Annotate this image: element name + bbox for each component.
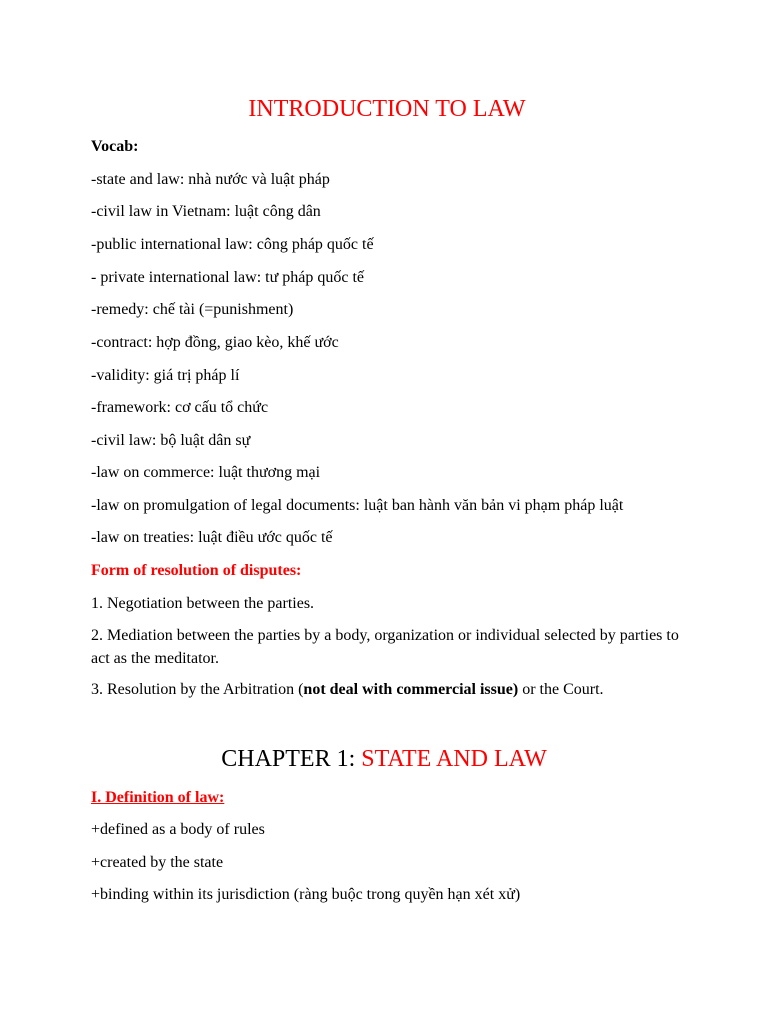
arbitration-note: not deal with commercial issue)	[303, 681, 519, 698]
vocab-item: -law on commerce: luật thương mại	[91, 464, 321, 481]
dispute-item-arbitration	[91, 680, 604, 700]
vocab-item: -law on promulgation of legal documents: luật ban hành văn bản vi phạm pháp luật	[91, 497, 624, 514]
vocab-item: -civil law in Vietnam: luật công dân	[91, 203, 321, 220]
vocab-item: -remedy: chế tài (=punishment)	[91, 301, 294, 318]
vocab-item: -public international law: công pháp quốc tế	[91, 236, 374, 253]
arbitration-suffix: or the Court.	[518, 681, 604, 698]
chapter-title: STATE AND LAW	[361, 746, 547, 772]
definition-heading: I. Definition of law:	[91, 789, 225, 806]
dispute-item-negotiation: 1. Negotiation between the parties.	[91, 595, 315, 612]
chapter-number: CHAPTER 1:	[221, 746, 362, 772]
definition-item: +defined as a body of rules	[91, 821, 265, 838]
vocab-item: -framework: cơ cấu tổ chức	[91, 399, 269, 416]
dispute-item-mediation: 2. Mediation between the parties by a body, organization or individual selected by parties to act as the meditator.	[91, 627, 679, 667]
vocab-item: -contract: hợp đồng, giao kèo, khế ước	[91, 334, 339, 351]
definition-item: +created by the state	[91, 854, 224, 871]
arbitration-text: 3. Resolution by the Arbitration (	[91, 681, 304, 698]
definition-item: +binding within its jurisdiction (ràng buộc trong quyền hạn xét xử)	[91, 886, 521, 903]
vocab-item: -civil law: bộ luật dân sự	[91, 432, 251, 449]
vocab-item: -law on treaties: luật điều ước quốc tế	[91, 529, 333, 546]
vocab-item: -validity: giá trị pháp lí	[91, 367, 240, 384]
vocab-item: - private international law: tư pháp quốc tế	[91, 269, 365, 286]
vocab-item: -state and law: nhà nước và luật pháp	[91, 171, 330, 188]
document-title: INTRODUCTION TO LAW	[248, 96, 526, 122]
vocab-heading: Vocab:	[91, 138, 139, 155]
disputes-heading: Form of resolution of disputes:	[91, 562, 302, 579]
chapter-heading	[0, 745, 768, 773]
